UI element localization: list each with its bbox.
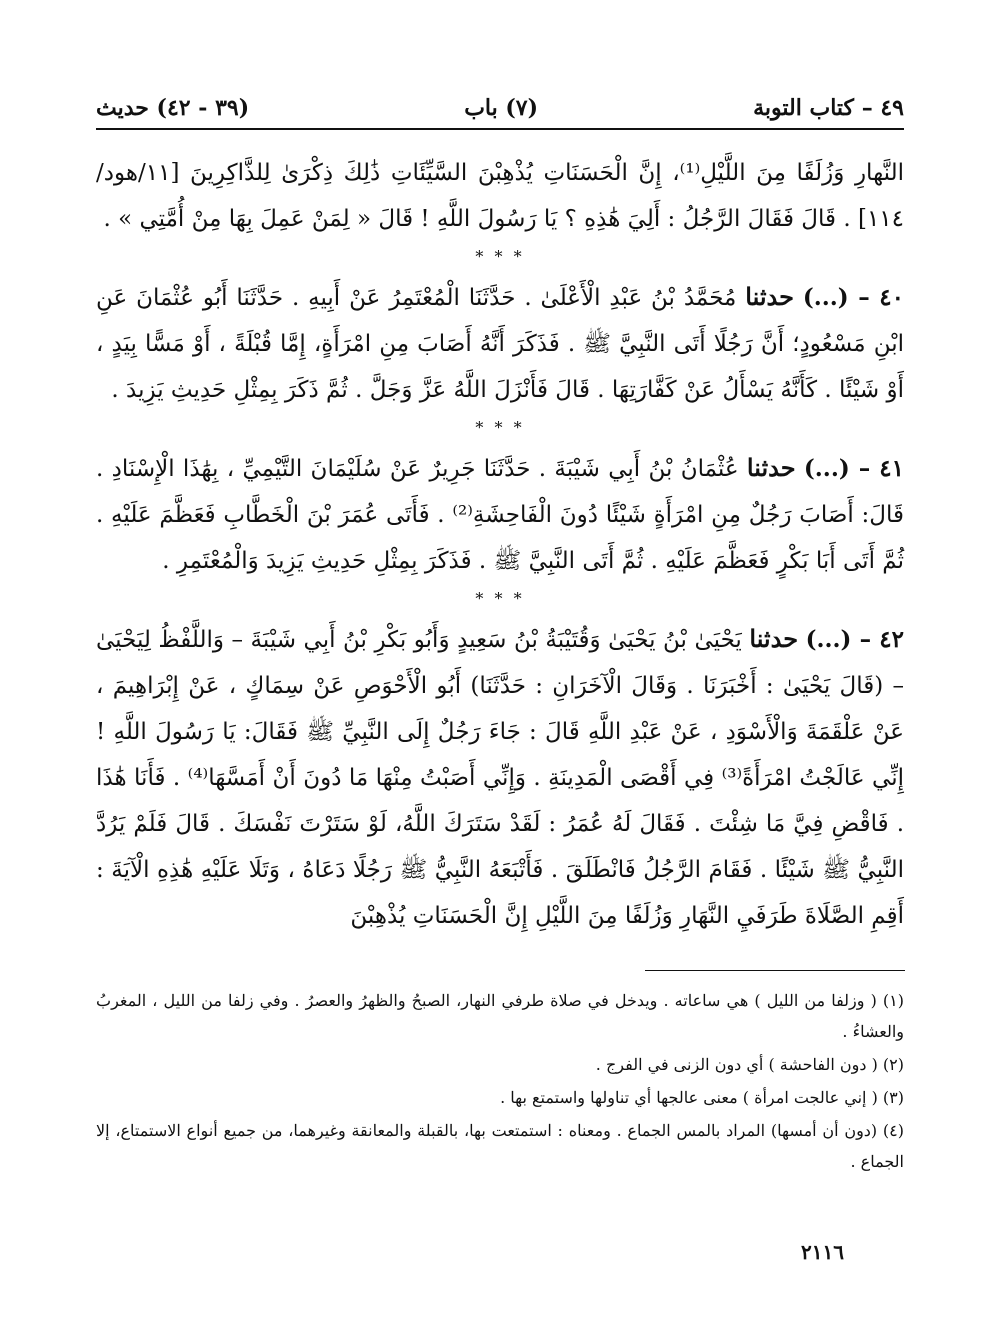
hadith-42 <box>96 616 904 939</box>
continuation-paragraph: النَّهارِ وَزُلَفًا مِنَ اللَّيْلِ⁽¹⁾، إِنَّ الْحَسَنَاتِ يُذْهِبْنَ السَّيِّئَاتِ ذَٰلِكَ ذِكْرَىٰ لِلذَّاكِرِينَ [١١/هود/١١٤] . قَالَ فَقَالَ الرَّجُلُ : أَلِيَ هَٰذِهِ ؟ يَا رَسُولَ اللَّهِ ! قَالَ « لِمَنْ عَمِلَ بِهَا مِنْ أُمَّتِي » . <box>96 160 905 232</box>
section-separator: * * * <box>475 589 525 608</box>
hadith-40 <box>96 274 904 413</box>
main-text <box>96 150 904 939</box>
section-separator: * * * <box>475 418 525 437</box>
hadith-number: ٤١ – (...) <box>803 455 904 482</box>
footnote-divider <box>645 970 905 971</box>
haddathana-label: حدثنا <box>749 624 799 653</box>
haddathana-label: حدثنا <box>746 453 796 482</box>
section-separator: * * * <box>475 247 525 266</box>
header-divider <box>96 128 904 130</box>
header-chapter: (٧) باب <box>464 95 539 121</box>
hadith-number: ٤٢ – (...) <box>805 626 905 653</box>
footnote: (١) ( وزلفا من الليل ) هي ساعاته . ويدخل في صلاة طرفي النهار، الصبحُ والظهرُ والعصرُ . وفي زلفا من الليل ، المغربُ والعشاءُ . <box>96 991 905 1041</box>
page-number: ٢١١٦ <box>801 1240 844 1264</box>
header-hadith-range: (٣٩ - ٤٢) حديث <box>96 95 250 121</box>
hadith-text: عُثْمَانُ بْنُ أَبِي شَيْبَةَ . حَدَّثَنَا جَرِيرٌ عَنْ سُلَيْمَانَ التَّيْمِيِّ ، بِهَٰذَا الْإِسْنَادِ . قَالَ: أَصَابَ رَجُلٌ مِنِ امْرَأَةٍ شَيْئًا دُونَ الْفَاحِشَةِ⁽²⁾ . فَأَتَى عُمَرَ بْنَ الْخَطَّابِ فَعَظَّمَ عَلَيْهِ . ثُمَّ أَتَى أَبَا بَكْرٍ فَعَظَّمَ عَلَيْهِ . ثُمَّ أَتَى النَّبِيَّ ﷺ . فَذَكَرَ بِمِثْلِ حَدِيثِ يَزِيدَ وَالْمُعْتَمِرِ . <box>96 456 904 574</box>
hadith-number: ٤٠ – (...) <box>802 284 905 311</box>
hadith-text: يَحْيَىٰ بْنُ يَحْيَىٰ وَقُتَيْبَةُ بْنُ سَعِيدٍ وَأَبُو بَكْرِ بْنُ أَبِي شَيْبَةَ – وَاللَّفْظُ لِيَحْيَىٰ – (قَالَ يَحْيَىٰ : أَخْبَرَنَا . وَقَالَ الْآخَرَانِ : حَدَّثَنَا) أَبُو الْأَحْوَصِ عَنْ سِمَاكٍ ، عَنْ إِبْرَاهِيمَ ، عَنْ عَلْقَمَةَ وَالْأَسْوَدِ ، عَنْ عَبْدِ اللَّهِ قَالَ : جَاءَ رَجُلٌ إِلَى النَّبِيِّ ﷺ فَقَالَ: يَا رَسُولَ اللَّهِ ! إِنِّي عَالَجْتُ امْرَأَةً⁽³⁾ فِي أَقْصَى الْمَدِينَةِ . وَإِنِّي أَصَبْتُ مِنْهَا مَا دُونَ أَنْ أَمَسَّهَا⁽⁴⁾ . فَأَنَا هَٰذَا . فَاقْضِ فِيَّ مَا شِئْتَ . فَقَالَ لَهُ عُمَرُ : لَقَدْ سَتَرَكَ اللَّهُ، لَوْ سَتَرْتَ نَفْسَكَ . قَالَ فَلَمْ يَرُدَّ النَّبِيُّ ﷺ شَيْئًا . فَقَامَ الرَّجُلُ فَانْطَلَقَ . فَأَتْبَعَهُ النَّبِيُّ ﷺ رَجُلًا دَعَاهُ ، وَتَلَا عَلَيْهِ هَٰذِهِ الْآيَةَ : أَقِمِ الصَّلَاةَ طَرَفَيِ النَّهَارِ وَزُلَفًا مِنَ اللَّيْلِ إِنَّ الْحَسَنَاتِ يُذْهِبْنَ <box>96 627 904 929</box>
hadith-text: مُحَمَّدُ بْنُ عَبْدِ الْأَعْلَىٰ . حَدَّثَنَا الْمُعْتَمِرُ عَنْ أَبِيهِ . حَدَّثَنَا أَبُو عُثْمَانَ عَنِ ابْنِ مَسْعُودٍ؛ أَنَّ رَجُلًا أَتَى النَّبِيَّ ﷺ . فَذَكَرَ أَنَّهُ أَصَابَ مِنِ امْرَأَةٍ، إِمَّا قُبْلَةً ، أَوْ مَسًّا بِيَدٍ ، أَوْ شَيْئًا . كَأَنَّهُ يَسْأَلُ عَنْ كَفَّارَتِهَا . قَالَ فَأَنْزَلَ اللَّهُ عَزَّ وَجَلَّ . ثُمَّ ذَكَرَ بِمِثْلِ حَدِيثِ يَزِيدَ . <box>96 285 904 403</box>
footnote: (٣) ( إني عالجت امرأة ) معنى عالجها أي تناولها واستمتع بها . <box>500 1088 904 1107</box>
footnote: (٤) (دون أن أمسها) المراد بالمس الجماع . ومعناه : استمتعت بها، بالقبلة والمعانقة وغيرهما، من جميع أنواع الاستمتاع، إلا الجماع . <box>96 1121 904 1171</box>
haddathana-label: حدثنا <box>745 282 794 311</box>
header-book-title: ٤٩ – كتاب التوبة <box>753 95 904 121</box>
hadith-41 <box>96 445 904 584</box>
page-header <box>96 88 904 128</box>
footnote: (٢) ( دون الفاحشة ) أي دون الزنى في الفرج . <box>595 1055 904 1074</box>
footnotes <box>96 985 904 1179</box>
